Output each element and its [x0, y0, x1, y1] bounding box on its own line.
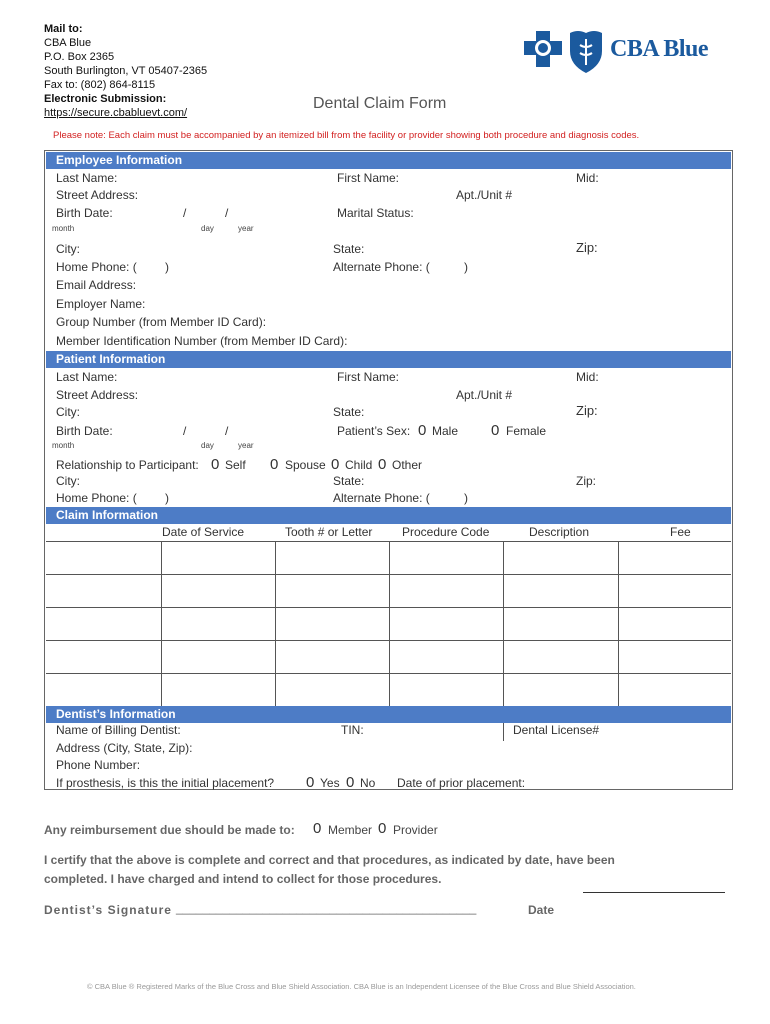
prosthesis-no-radio[interactable]: 0	[346, 774, 355, 791]
patient-birth-date-field[interactable]: Birth Date:	[56, 424, 113, 438]
child-label: Child	[345, 458, 373, 472]
female-label: Female	[506, 424, 547, 438]
employee-marital-status-field[interactable]: Marital Status:	[337, 206, 414, 220]
employee-mid-field[interactable]: Mid:	[576, 171, 599, 185]
prior-placement-date-field[interactable]: Date of prior placement:	[397, 776, 526, 790]
billing-dentist-field[interactable]: Name of Billing Dentist:	[56, 723, 181, 737]
employee-home-phone-field[interactable]: Home Phone: (	[56, 260, 137, 274]
mail-line: Fax to: (802) 864-8115	[44, 79, 156, 91]
relationship-label: Relationship to Participant:	[56, 458, 199, 472]
male-label: Male	[432, 424, 459, 438]
patient-state-field[interactable]: State:	[333, 405, 365, 419]
paren: )	[464, 260, 468, 274]
column-header: Description	[529, 525, 590, 539]
itemized-bill-note: Please note: Each claim must be accompanied by an itemized bill from the facility or provider showing both procedure and diagnosis codes.	[53, 130, 640, 141]
mail-line: P.O. Box 2365	[44, 51, 115, 63]
patient-apt-field[interactable]: Apt./Unit #	[456, 388, 513, 402]
brand-name: CBA Blue	[610, 36, 709, 62]
claim-section-header: Claim Information	[46, 507, 731, 524]
prosthesis-yes-label: Yes	[320, 776, 340, 790]
mail-block	[44, 22, 207, 120]
patient-first-name-field[interactable]: First Name:	[337, 370, 400, 384]
employee-birth-date-field[interactable]: Birth Date:	[56, 206, 113, 220]
patient-zip-field[interactable]: Zip:	[576, 403, 598, 418]
other-radio[interactable]: 0	[378, 456, 387, 473]
reimbursement-label: Any reimbursement due should be made to:	[44, 823, 295, 837]
date-slash: /	[183, 206, 187, 220]
bcbs-logo-icon	[520, 27, 606, 78]
patient-city-field[interactable]: City:	[56, 405, 80, 419]
claim-lines-table[interactable]	[46, 541, 731, 706]
reimburse-provider-label: Provider	[393, 823, 438, 837]
employee-city-field[interactable]: City:	[56, 242, 80, 256]
spouse-label: Spouse	[285, 458, 326, 472]
self-label: Self	[225, 458, 246, 472]
employee-street-field[interactable]: Street Address:	[56, 188, 139, 202]
female-radio[interactable]: 0	[491, 422, 500, 439]
dental-license-field[interactable]: Dental License#	[513, 723, 600, 737]
column-header: Fee	[670, 525, 691, 539]
dentist-section-header: Dentist’s Information	[46, 706, 731, 723]
prosthesis-label: If prosthesis, is this the initial placement?	[56, 776, 275, 790]
employer-name-field[interactable]: Employer Name:	[56, 297, 146, 311]
column-header: Date of Service	[162, 525, 245, 539]
self-radio[interactable]: 0	[211, 456, 220, 473]
reimburse-member-radio[interactable]: 0	[313, 820, 322, 837]
esub-heading: Electronic Submission:	[44, 93, 167, 105]
patient-sex-label: Patient’s Sex:	[337, 424, 411, 438]
day-caption: day	[201, 441, 214, 450]
column-header: Tooth # or Letter	[285, 525, 373, 539]
patient-state2-field[interactable]: State:	[333, 474, 365, 488]
other-label: Other	[392, 458, 423, 472]
date-slash: /	[183, 424, 187, 438]
date-label: Date	[528, 903, 555, 917]
tin-field[interactable]: TIN:	[341, 723, 364, 737]
paren: )	[464, 491, 468, 505]
date-line	[583, 892, 725, 893]
employee-last-name-field[interactable]: Last Name:	[56, 171, 118, 185]
patient-last-name-field[interactable]: Last Name:	[56, 370, 118, 384]
patient-city2-field[interactable]: City:	[56, 474, 80, 488]
claim-form	[44, 150, 733, 790]
group-number-field[interactable]: Group Number (from Member ID Card):	[56, 315, 267, 329]
mail-line: CBA Blue	[44, 37, 92, 49]
patient-home-phone-field[interactable]: Home Phone: (	[56, 491, 137, 505]
date-slash: /	[225, 206, 229, 220]
month-caption: month	[52, 224, 75, 233]
date-slash: /	[225, 424, 229, 438]
patient-zip2-field[interactable]: Zip:	[576, 474, 597, 488]
mail-heading: Mail to:	[44, 23, 83, 35]
reimburse-member-label: Member	[328, 823, 373, 837]
employee-apt-field[interactable]: Apt./Unit #	[456, 188, 513, 202]
spouse-radio[interactable]: 0	[270, 456, 279, 473]
prosthesis-yes-radio[interactable]: 0	[306, 774, 315, 791]
reimburse-provider-radio[interactable]: 0	[378, 820, 387, 837]
month-caption: month	[52, 441, 75, 450]
day-caption: day	[201, 224, 214, 233]
page-title: Dental Claim Form	[313, 95, 447, 112]
employee-email-field[interactable]: Email Address:	[56, 278, 137, 292]
male-radio[interactable]: 0	[418, 422, 427, 439]
paren: )	[165, 491, 169, 505]
dentist-phone-field[interactable]: Phone Number:	[56, 758, 141, 772]
patient-street-field[interactable]: Street Address:	[56, 388, 139, 402]
year-caption: year	[238, 224, 254, 233]
year-caption: year	[238, 441, 254, 450]
prosthesis-no-label: No	[360, 776, 376, 790]
patient-alt-phone-field[interactable]: Alternate Phone: (	[333, 491, 430, 505]
certification-line: completed. I have charged and intend to collect for those procedures.	[44, 872, 442, 886]
signature-label: Dentist’s Signature	[44, 903, 172, 917]
certification-line: I certify that the above is complete and correct and that procedures, as indicated by date, have been	[44, 853, 615, 867]
patient-section-header: Patient Information	[46, 351, 731, 368]
dentist-address-field[interactable]: Address (City, State, Zip):	[56, 741, 193, 755]
patient-mid-field[interactable]: Mid:	[576, 370, 599, 384]
child-radio[interactable]: 0	[331, 456, 340, 473]
employee-section-header: Employee Information	[46, 152, 731, 169]
employee-alt-phone-field[interactable]: Alternate Phone: (	[333, 260, 430, 274]
signature-line[interactable]: _____________________________________________	[176, 901, 477, 915]
employee-zip-field[interactable]: Zip:	[576, 240, 598, 255]
mail-line: South Burlington, VT 05407-2365	[44, 65, 208, 77]
esub-link[interactable]: https://secure.cbabluevt.com/	[44, 107, 188, 119]
member-id-field[interactable]: Member Identification Number (from Member ID Card):	[56, 334, 348, 348]
employee-first-name-field[interactable]: First Name:	[337, 171, 400, 185]
employee-state-field[interactable]: State:	[333, 242, 365, 256]
paren: )	[165, 260, 169, 274]
footer-legal: © CBA Blue ® Registered Marks of the Blue Cross and Blue Shield Association. CBA Blue is an Independent Licensee of the Blue Cross and Blue Shield Association.	[87, 982, 636, 991]
column-header: Procedure Code	[402, 525, 490, 539]
